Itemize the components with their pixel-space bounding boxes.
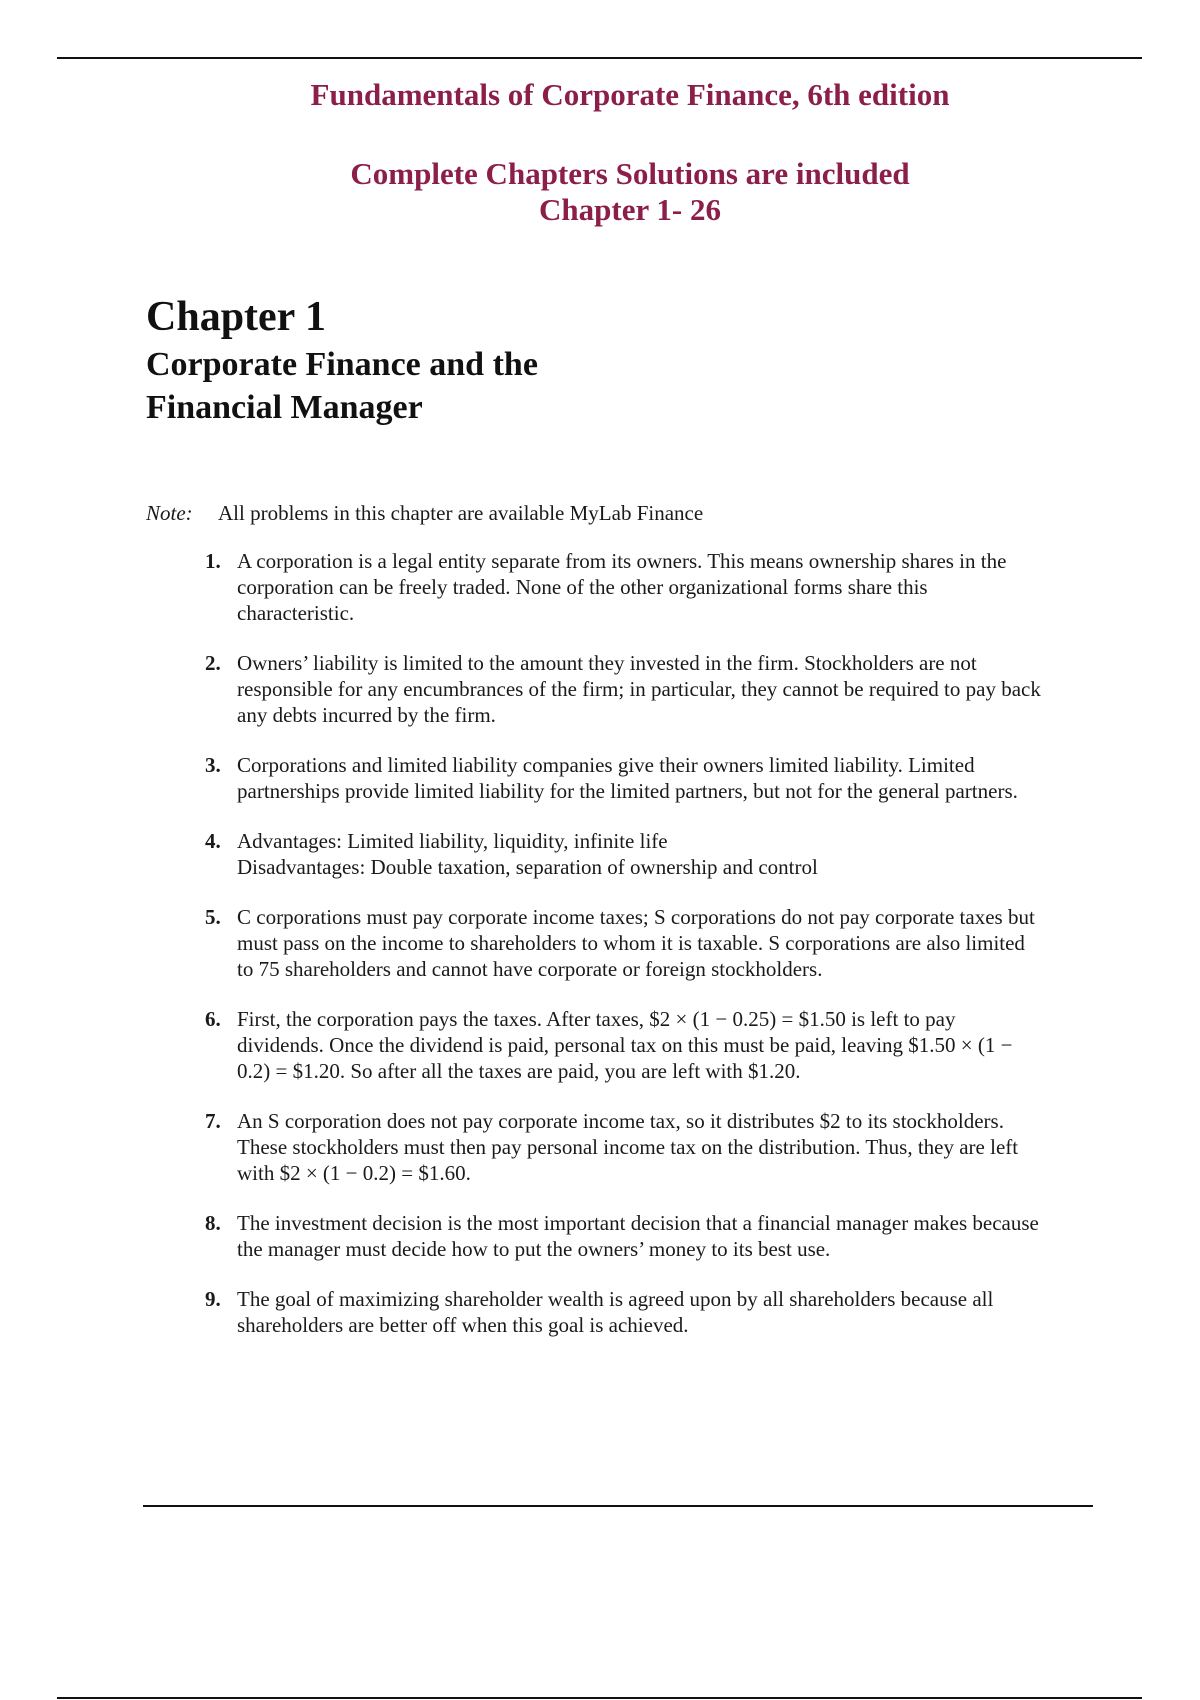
answer-line: responsible for any encumbrances of the firm; in particular, they cannot be required to pay back — [237, 677, 1041, 701]
answer-number: 1. — [205, 549, 221, 573]
chapter-range: Chapter 1- 26 — [539, 192, 721, 227]
answer-line: These stockholders must then pay personal income tax on the distribution. Thus, they are left — [237, 1135, 1019, 1159]
chapter-number: Chapter 1 — [146, 294, 327, 340]
answer-number: 5. — [205, 905, 221, 929]
answer-item — [200, 548, 1090, 626]
answer-line: partnerships provide limited liability for the limited partners, but not for the general partners. — [237, 779, 1018, 803]
footer-divider — [143, 1505, 1093, 1507]
answer-number: 9. — [205, 1287, 221, 1311]
note-text: All problems in this chapter are available MyLab Finance — [218, 501, 704, 525]
answer-line: A corporation is a legal entity separate from its owners. This means ownership shares in the — [237, 549, 1007, 573]
chapter-title-line-1: Corporate Finance and the — [146, 346, 538, 383]
bottom-divider — [57, 1697, 1142, 1699]
answer-line: C corporations must pay corporate income taxes; S corporations do not pay corporate taxes but — [237, 905, 1035, 929]
answer-item — [200, 1108, 1090, 1186]
answer-line: any debts incurred by the firm. — [237, 703, 496, 727]
answer-line: Advantages: Limited liability, liquidity, infinite life — [237, 829, 668, 853]
chapter-note — [146, 500, 703, 526]
answer-line: The investment decision is the most important decision that a financial manager makes because — [237, 1211, 1039, 1235]
answer-line: characteristic. — [237, 601, 355, 625]
answer-line: dividends. Once the dividend is paid, personal tax on this must be paid, leaving $1.50 × (1 − — [237, 1033, 1013, 1057]
answer-line: with $2 × (1 − 0.2) = $1.60. — [237, 1161, 471, 1185]
book-title: Fundamentals of Corporate Finance, 6th edition — [310, 77, 950, 112]
chapter-title — [146, 343, 746, 429]
answer-line: The goal of maximizing shareholder wealth is agreed upon by all shareholders because all — [237, 1287, 994, 1311]
answer-line: to 75 shareholders and cannot have corporate or foreign stockholders. — [237, 957, 823, 981]
answer-item — [200, 904, 1090, 982]
answer-line: Owners’ liability is limited to the amount they invested in the firm. Stockholders are not — [237, 651, 977, 675]
answer-line: First, the corporation pays the taxes. After taxes, $2 × (1 − 0.25) = $1.50 is left to pay — [237, 1007, 956, 1031]
answer-line: the manager must decide how to put the owners’ money to its best use. — [237, 1237, 831, 1261]
answer-line: 0.2) = $1.20. So after all the taxes are paid, you are left with $1.20. — [237, 1059, 801, 1083]
answer-line: Disadvantages: Double taxation, separation of ownership and control — [237, 855, 818, 879]
answer-list — [200, 548, 1090, 1362]
answer-number: 4. — [205, 829, 221, 853]
answer-number: 7. — [205, 1109, 221, 1133]
answer-line: shareholders are better off when this goal is achieved. — [237, 1313, 689, 1337]
answer-line: Corporations and limited liability companies give their owners limited liability. Limited — [237, 753, 975, 777]
answer-item — [200, 1286, 1090, 1338]
answer-item — [200, 1006, 1090, 1084]
answer-item — [200, 1210, 1090, 1262]
answer-number: 3. — [205, 753, 221, 777]
answer-line: corporation can be freely traded. None of the other organizational forms share this — [237, 575, 928, 599]
answer-line: An S corporation does not pay corporate income tax, so it distributes $2 to its stockholders. — [237, 1109, 1004, 1133]
note-label: Note: — [146, 501, 193, 525]
answer-item — [200, 828, 1090, 880]
answer-line: must pass on the income to shareholders to whom it is taxable. S corporations are also limited — [237, 931, 1025, 955]
answer-item — [200, 752, 1090, 804]
solutions-subtitle: Complete Chapters Solutions are included — [350, 156, 910, 191]
chapter-title-line-2: Financial Manager — [146, 389, 423, 426]
answer-number: 2. — [205, 651, 221, 675]
answer-number: 8. — [205, 1211, 221, 1235]
top-divider — [57, 57, 1142, 59]
answer-item — [200, 650, 1090, 728]
answer-number: 6. — [205, 1007, 221, 1031]
